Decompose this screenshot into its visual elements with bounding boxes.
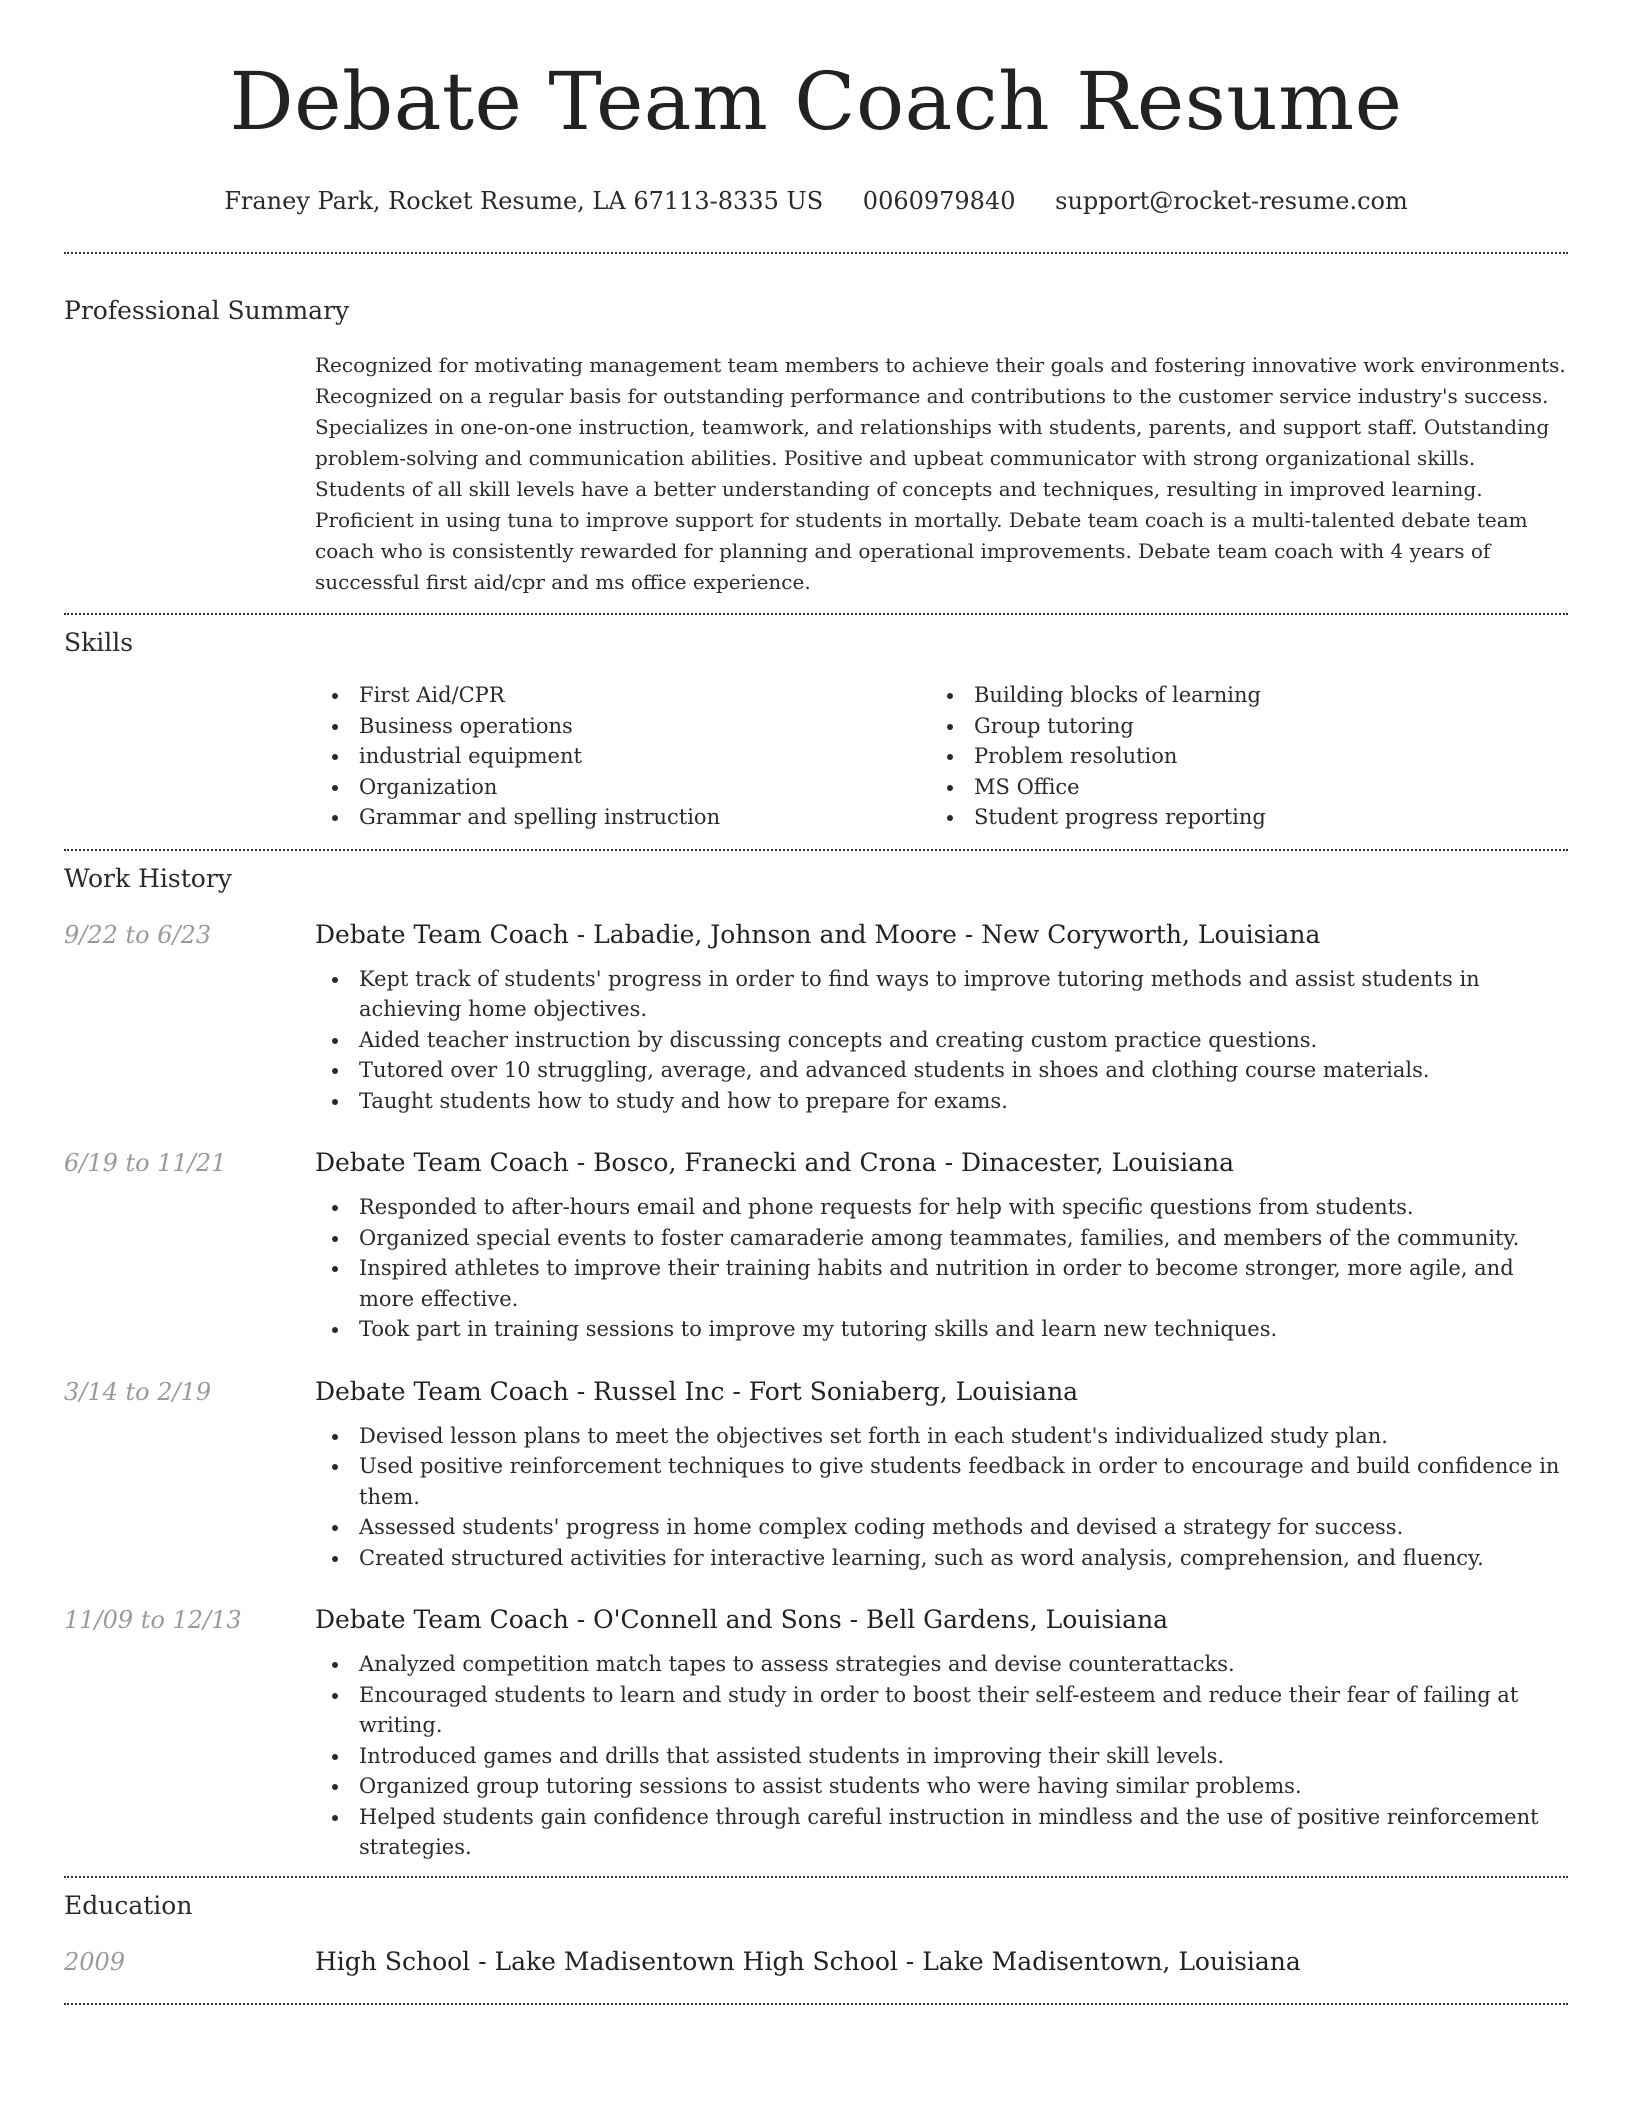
skills-section — [64, 615, 1568, 849]
skills-grid — [315, 680, 1568, 849]
work-history-section — [64, 851, 1568, 1876]
skill-item: First Aid/CPR — [315, 680, 930, 711]
job-entry — [64, 916, 1568, 1117]
job-bullet: Helped students gain confidence through careful instruction in mindless and the use of positive reinforcement strategies. — [315, 1802, 1568, 1863]
job-title: Debate Team Coach - Labadie, Johnson and Moore - New Coryworth, Louisiana — [315, 919, 1321, 949]
education-date: 2009 — [64, 1947, 126, 1976]
job-dates: 9/22 to 6/23 — [64, 920, 212, 949]
job-title: Debate Team Coach - Bosco, Franecki and Crona - Dinacester, Louisiana — [315, 1148, 1235, 1177]
section-heading: Work History — [64, 863, 232, 893]
job-body — [315, 916, 1568, 1117]
job-dates: 3/14 to 2/19 — [64, 1377, 212, 1406]
job-bullets — [315, 1649, 1568, 1863]
job-body — [315, 1144, 1568, 1345]
job-bullet: Created structured activities for interactive learning, such as word analysis, comprehension, and fluency. — [315, 1543, 1568, 1574]
job-body — [315, 1601, 1568, 1863]
section-heading: Education — [64, 1890, 193, 1920]
job-bullets — [315, 964, 1568, 1117]
job-bullet: Introduced games and drills that assisted students in improving their skill levels. — [315, 1741, 1568, 1772]
contact-address: Franey Park, Rocket Resume, LA 67113-8335 US — [224, 187, 824, 215]
skills-column-left — [315, 680, 930, 833]
skill-item: Grammar and spelling instruction — [315, 802, 930, 833]
skills-column-right — [930, 680, 1545, 833]
job-bullet: Organized special events to foster camaraderie among teammates, families, and members of the community. — [315, 1223, 1568, 1254]
skill-item: MS Office — [930, 772, 1545, 803]
job-bullet: Organized group tutoring sessions to assist students who were having similar problems. — [315, 1771, 1568, 1802]
contact-line — [64, 184, 1568, 218]
section-heading: Professional Summary — [64, 296, 350, 325]
job-bullet: Inspired athletes to improve their training habits and nutrition in order to become stronger, more agile, and more effective. — [315, 1253, 1568, 1314]
section-heading: Skills — [64, 628, 134, 657]
job-bullet: Taught students how to study and how to prepare for exams. — [315, 1086, 1568, 1117]
skill-item: industrial equipment — [315, 741, 930, 772]
skill-item: Business operations — [315, 711, 930, 742]
job-bullet: Aided teacher instruction by discussing concepts and creating custom practice questions. — [315, 1025, 1568, 1056]
job-body — [315, 1373, 1568, 1574]
education-title: High School - Lake Madisentown High School - Lake Madisentown, Louisiana — [315, 1946, 1301, 1976]
job-bullet: Kept track of students' progress in order to find ways to improve tutoring methods and assist students in achieving home objectives. — [315, 964, 1568, 1025]
job-bullet: Analyzed competition match tapes to assess strategies and devise counterattacks. — [315, 1649, 1568, 1680]
job-bullet: Took part in training sessions to improve my tutoring skills and learn new techniques. — [315, 1314, 1568, 1345]
job-bullets — [315, 1192, 1568, 1345]
job-title: Debate Team Coach - Russel Inc - Fort Soniaberg, Louisiana — [315, 1376, 1079, 1406]
skill-item: Group tutoring — [930, 711, 1545, 742]
skill-item: Building blocks of learning — [930, 680, 1545, 711]
contact-phone: 0060979840 — [862, 187, 1016, 215]
job-entry — [64, 1601, 1568, 1863]
education-section — [64, 1878, 1568, 2003]
job-title: Debate Team Coach - O'Connell and Sons - Bell Gardens, Louisiana — [315, 1605, 1169, 1634]
professional-summary-section — [64, 254, 1568, 613]
job-bullet: Devised lesson plans to meet the objectives set forth in each student's individualized study plan. — [315, 1421, 1568, 1452]
job-entry — [64, 1144, 1568, 1345]
job-dates: 11/09 to 12/13 — [64, 1606, 242, 1634]
skill-item: Student progress reporting — [930, 802, 1545, 833]
job-bullet: Encouraged students to learn and study in order to boost their self-esteem and reduce their fear of failing at writing. — [315, 1680, 1568, 1741]
summary-text: Recognized for motivating management team members to achieve their goals and fostering innovative work environments. Recognized on a regular basis for outstanding performance and contributions to the customer service industry's success. Specializes in one-on-one instruction, teamwork, and relationships with students, parents, and support staff. Outstanding problem-solving and communication abilities. Positive and upbeat communicator with strong organizational skills. Students of all skill levels have a better understanding of concepts and techniques, resulting in improved learning. Proficient in using tuna to improve support for students in mortally. Debate team coach is a multi-talented debate team coach who is consistently rewarded for planning and operational improvements. Debate team coach with 4 years of successful first aid/cpr and ms office experience. — [315, 353, 1566, 594]
job-bullet: Tutored over 10 struggling, average, and advanced students in shoes and clothing course materials. — [315, 1055, 1568, 1086]
skill-item: Organization — [315, 772, 930, 803]
contact-email: support@rocket-resume.com — [1055, 187, 1408, 215]
education-entry — [64, 1943, 1568, 2003]
resume-title: Debate Team Coach Resume — [229, 55, 1403, 148]
job-bullet: Used positive reinforcement techniques to give students feedback in order to encourage and build confidence in them. — [315, 1451, 1568, 1512]
job-entry — [64, 1373, 1568, 1574]
job-dates: 6/19 to 11/21 — [64, 1149, 227, 1177]
section-divider — [64, 2003, 1568, 2005]
job-bullets — [315, 1421, 1568, 1574]
job-bullet: Assessed students' progress in home complex coding methods and devised a strategy for success. — [315, 1512, 1568, 1543]
job-bullet: Responded to after-hours email and phone requests for help with specific questions from students. — [315, 1192, 1568, 1223]
skill-item: Problem resolution — [930, 741, 1545, 772]
